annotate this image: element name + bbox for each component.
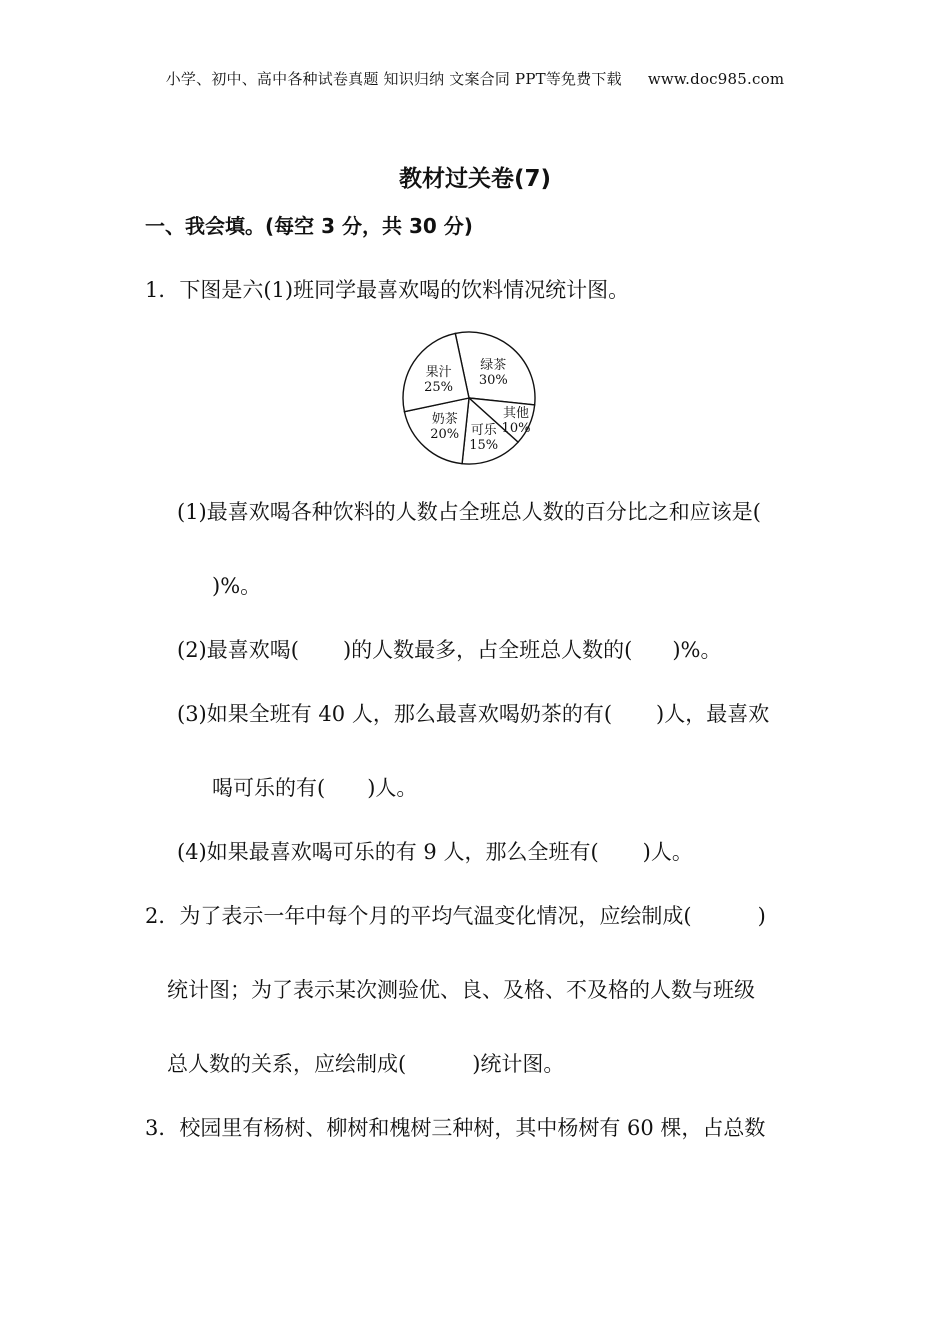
q2-line1 <box>145 902 766 930</box>
section-heading: 一、我会填。(每空 3 分，共 30 分) <box>145 214 473 238</box>
q2-line3-part-b: )统计图。 <box>472 1052 565 1076</box>
slice-label: 奶茶 <box>431 412 458 427</box>
q1-sub1-line1: (1)最喜欢喝各种饮料的人数占全班总人数的百分比之和应该是( <box>177 500 761 524</box>
header-banner: 小学、初中、高中各种试卷真题 知识归纳 文案合同 PPT等免费下载 <box>165 70 622 88</box>
q1-sub4-part-a: (4)如果最喜欢喝可乐的有 9 人，那么全班有( <box>177 840 599 864</box>
q2-line2: 统计图；为了表示某次测验优、良、及格、不及格的人数与班级 <box>167 978 755 1002</box>
slice-percent: 15% <box>469 438 499 454</box>
q1-sub3-part-c: 喝可乐的有( <box>212 776 326 800</box>
beverage-pie-chart <box>396 328 546 468</box>
q1-sub1-line2: )%。 <box>212 574 262 598</box>
slice-label: 其他 <box>502 405 530 421</box>
q2-line1-part-a: 2．为了表示一年中每个月的平均气温变化情况，应绘制成( <box>145 904 692 928</box>
q1-sub3-line1 <box>177 700 769 728</box>
q1-sub2-part-a: (2)最喜欢喝( <box>177 638 299 662</box>
q1-sub3-part-a: (3)如果全班有 40 人，那么最喜欢喝奶茶的有( <box>177 702 613 726</box>
q1-sub3-part-d: )人。 <box>367 776 418 800</box>
slice-label: 绿茶 <box>480 358 507 373</box>
slice-percent: 25% <box>424 380 454 396</box>
q2-line3 <box>167 1050 564 1078</box>
q2-line1-part-b: ) <box>757 904 766 928</box>
q2-line3-part-a: 总人数的关系，应绘制成( <box>167 1052 407 1076</box>
q1-stem: 1．下图是六(1)班同学最喜欢喝的饮料情况统计图。 <box>145 278 630 302</box>
slice-percent: 30% <box>478 373 508 388</box>
page-header <box>0 68 950 89</box>
q1-sub2 <box>177 636 722 664</box>
header-site: www.doc985.com <box>647 70 785 88</box>
q3-line1: 3．校园里有杨树、柳树和槐树三种树，其中杨树有 60 棵，占总数 <box>145 1116 766 1140</box>
slice-percent: 10% <box>501 420 531 436</box>
slice-percent: 20% <box>430 427 460 442</box>
q1-sub4-part-b: )人。 <box>642 840 693 864</box>
q1-sub3-part-b: )人，最喜欢 <box>656 702 770 726</box>
slice-label: 果汁 <box>425 365 452 381</box>
q1-sub3-line2 <box>212 774 417 802</box>
page-title: 教材过关卷(7) <box>398 166 552 192</box>
q1-sub4 <box>177 838 693 866</box>
slice-label: 可乐 <box>470 423 497 439</box>
q1-sub2-part-c: )%。 <box>672 638 722 662</box>
q1-sub2-part-b: )的人数最多，占全班总人数的( <box>342 638 633 662</box>
